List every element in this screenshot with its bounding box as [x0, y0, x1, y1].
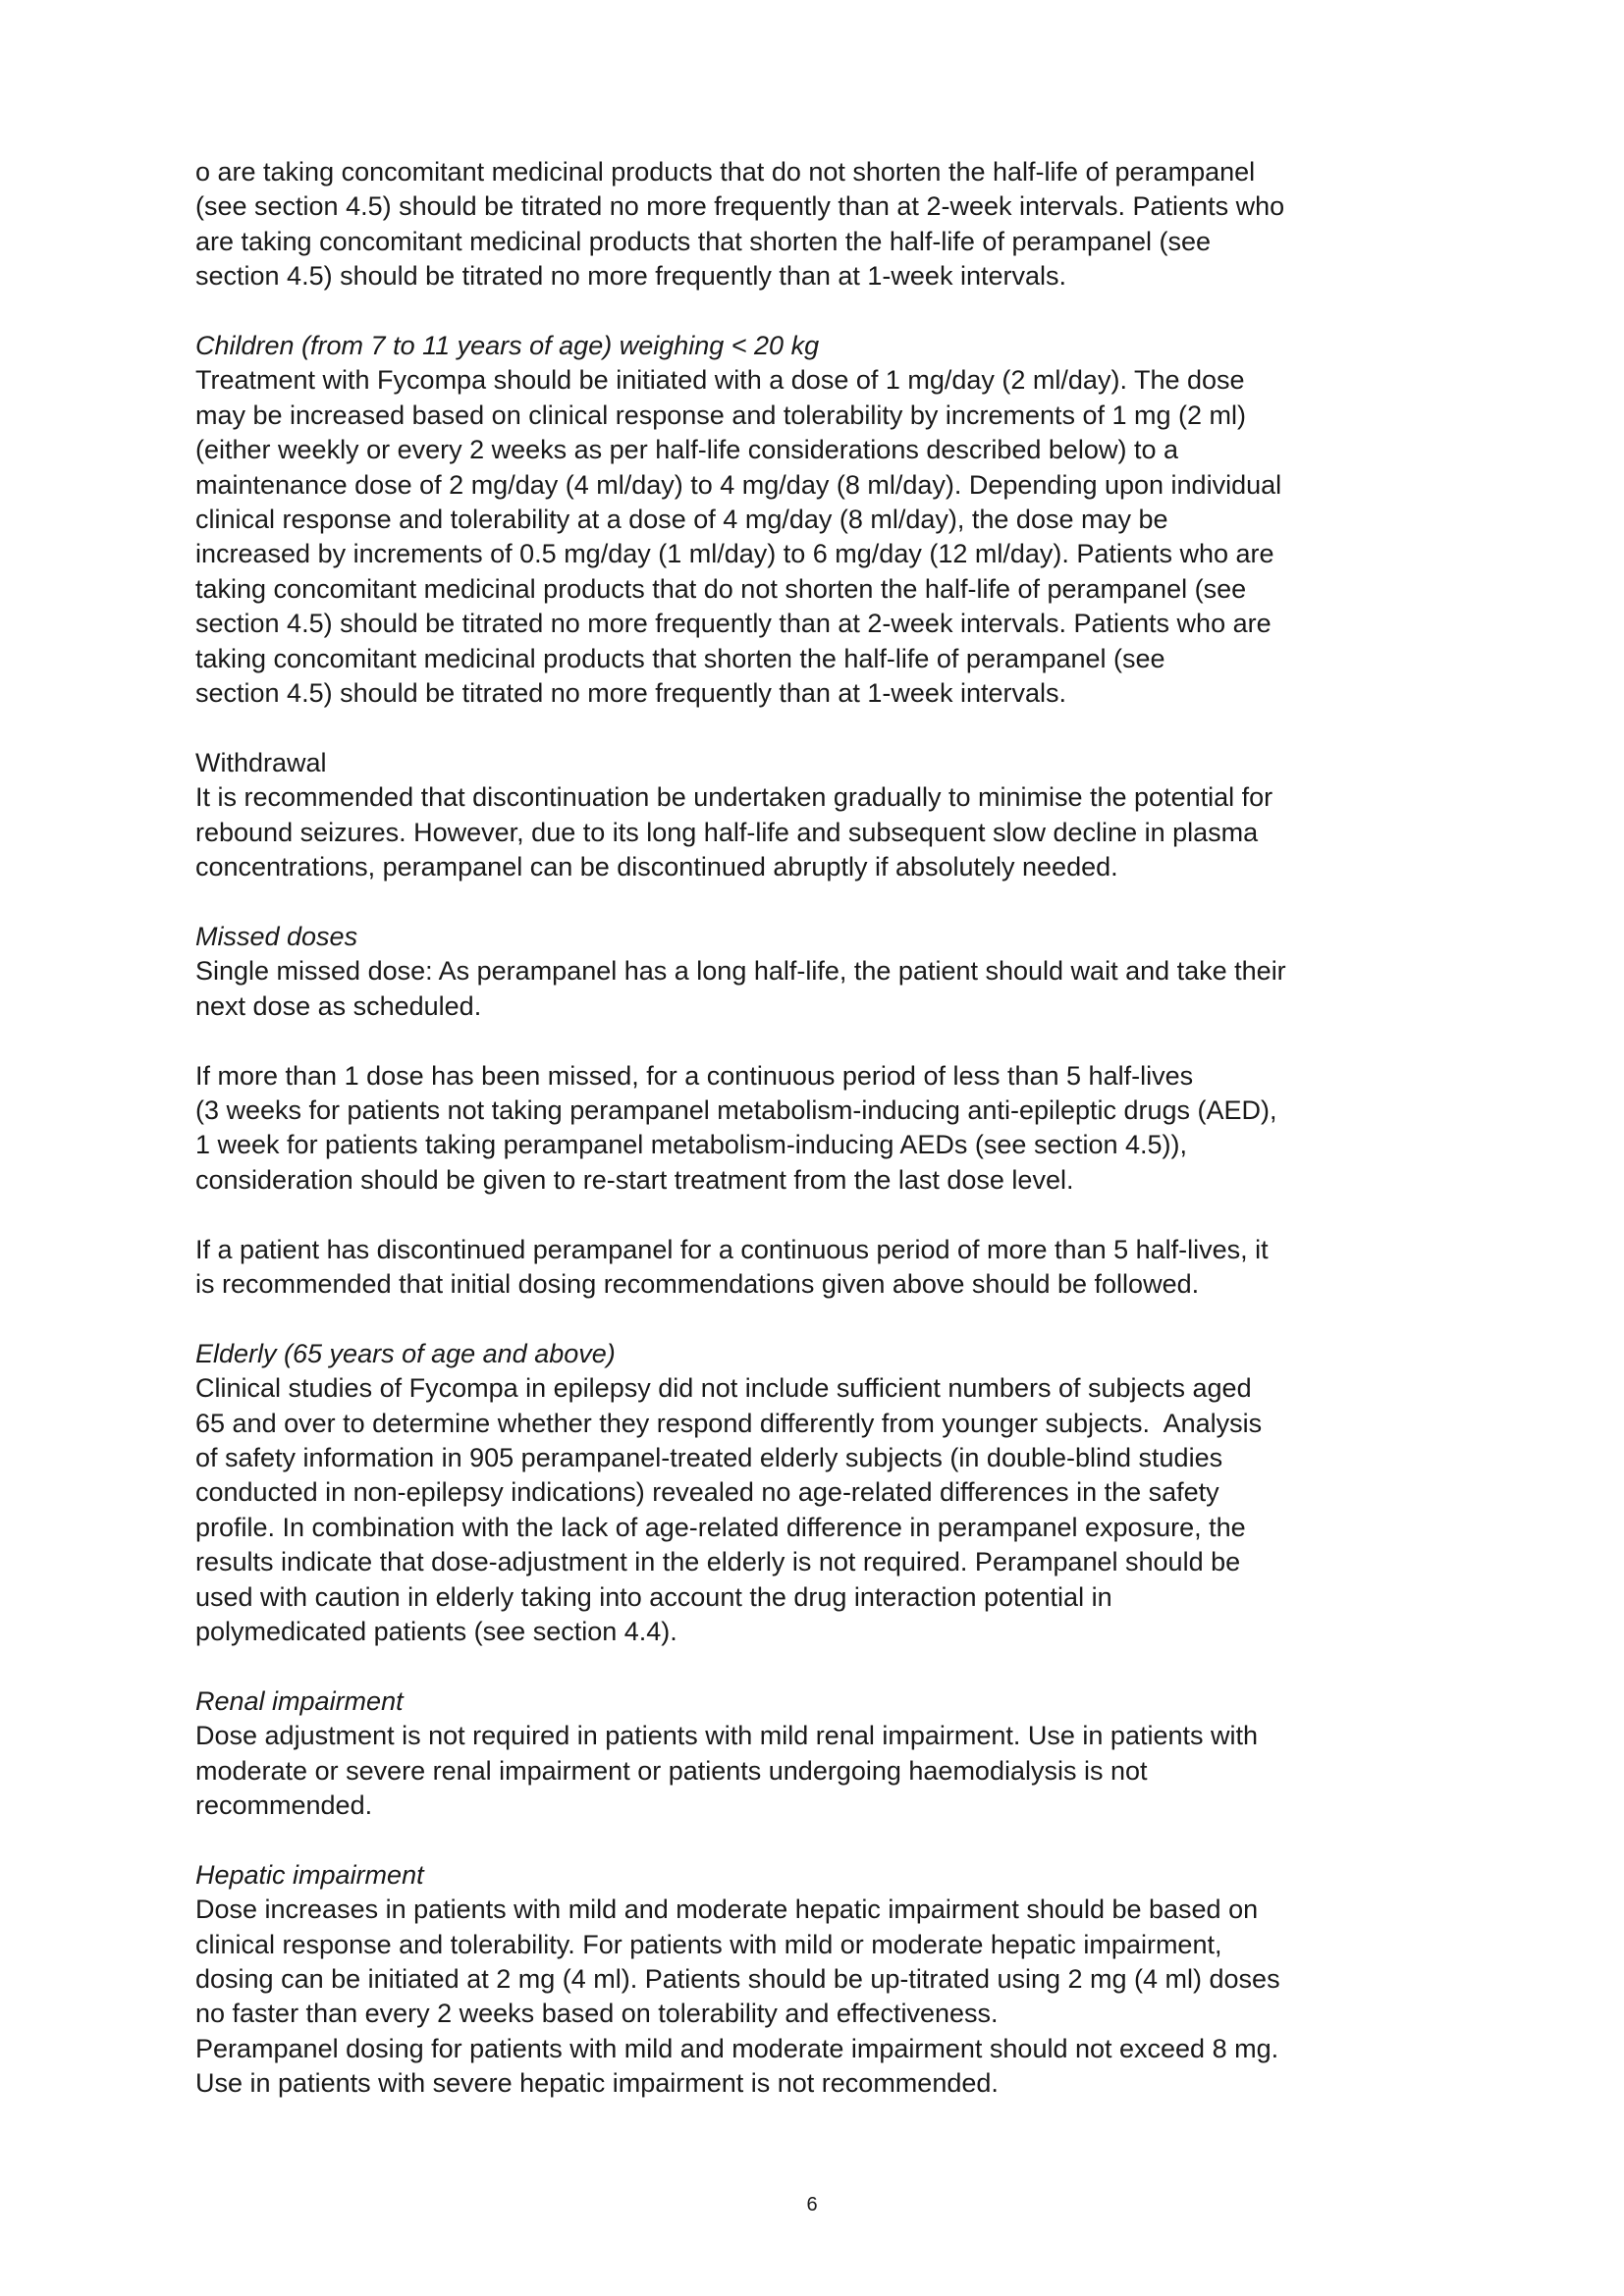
section-block [195, 920, 1462, 1024]
text-line: Clinical studies of Fycompa in epilepsy did not include sufficient numbers of subjects aged [195, 1373, 1252, 1404]
document-body [195, 155, 1462, 2136]
text-line: Single missed dose: As perampanel has a long half-life, the patient should wait and take their [195, 956, 1286, 987]
text-line: recommended. [195, 1789, 373, 1820]
text-line: (3 weeks for patients not taking perampanel metabolism-inducing anti-epileptic drugs (AED), [195, 1095, 1277, 1125]
section-block [195, 1233, 1462, 1303]
section-block [195, 746, 1462, 885]
section-block [195, 1337, 1462, 1650]
text-line: polymedicated patients (see section 4.4). [195, 1616, 677, 1646]
text-line: profile. In combination with the lack of age-related difference in perampanel exposure, the [195, 1512, 1246, 1542]
text-line: Use in patients with severe hepatic impairment is not recommended. [195, 2068, 999, 2099]
text-line: (either weekly or every 2 weeks as per half-life considerations described below) to a [195, 435, 1178, 465]
section-heading: Renal impairment [195, 1685, 404, 1716]
section-heading: Withdrawal [195, 747, 327, 777]
text-line: section 4.5) should be titrated no more frequently than at 1-week intervals. [195, 678, 1066, 709]
text-line: next dose as scheduled. [195, 990, 482, 1021]
text-line: If a patient has discontinued perampanel for a continuous period of more than 5 half-lives, it [195, 1234, 1269, 1264]
text-line: conducted in non-epilepsy indications) revealed no age-related differences in the safety [195, 1477, 1219, 1508]
text-line: Perampanel dosing for patients with mild and moderate impairment should not exceed 8 mg. [195, 2033, 1279, 2063]
text-line: section 4.5) should be titrated no more frequently than at 2-week intervals. Patients who are [195, 609, 1272, 639]
text-line: concentrations, perampanel can be discontinued abruptly if absolutely needed. [195, 852, 1118, 882]
text-line: no faster than every 2 weeks based on tolerability and effectiveness. [195, 1999, 999, 2029]
text-line: If more than 1 dose has been missed, for a continuous period of less than 5 half-lives [195, 1060, 1194, 1091]
section-heading: Elderly (65 years of age and above) [195, 1338, 616, 1368]
text-line: It is recommended that discontinuation be undertaken gradually to minimise the potential for [195, 782, 1273, 813]
text-line: maintenance dose of 2 mg/day (4 ml/day) to 4 mg/day (8 ml/day). Depending upon individual [195, 469, 1282, 500]
text-line: (see section 4.5) should be titrated no more frequently than at 2-week intervals. Patients who [195, 191, 1285, 222]
text-line: o are taking concomitant medicinal products that do not shorten the half-life of perampanel [195, 157, 1256, 187]
text-line: rebound seizures. However, due to its long half-life and subsequent slow decline in plasma [195, 817, 1259, 847]
text-line: taking concomitant medicinal products that shorten the half-life of perampanel (see [195, 643, 1165, 673]
text-line: 65 and over to determine whether they respond differently from younger subjects. Analysis [195, 1408, 1263, 1438]
text-line: is recommended that initial dosing recommendations given above should be followed. [195, 1268, 1200, 1299]
text-line: Dose adjustment is not required in patients with mild renal impairment. Use in patients with [195, 1721, 1259, 1751]
text-line: may be increased based on clinical response and tolerability by increments of 1 mg (2 ml) [195, 400, 1247, 430]
text-line: section 4.5) should be titrated no more frequently than at 1-week intervals. [195, 261, 1066, 292]
text-line: Treatment with Fycompa should be initiated with a dose of 1 mg/day (2 ml/day). The dose [195, 365, 1245, 396]
section-block [195, 155, 1462, 294]
section-block [195, 1858, 1462, 2102]
section-heading: Hepatic impairment [195, 1859, 424, 1890]
section-block [195, 329, 1462, 711]
section-block [195, 1059, 1462, 1199]
text-line: of safety information in 905 perampanel-treated elderly subjects (in double-blind studies [195, 1442, 1223, 1472]
text-line: 1 week for patients taking perampanel metabolism-inducing AEDs (see section 4.5)), [195, 1130, 1188, 1160]
text-line: Dose increases in patients with mild and moderate hepatic impairment should be based on [195, 1895, 1259, 1925]
section-block [195, 1684, 1462, 1824]
text-line: dosing can be initiated at 2 mg (4 ml). Patients should be up-titrated using 2 mg (4 ml) doses [195, 1964, 1280, 1994]
text-line: results indicate that dose-adjustment in the elderly is not required. Perampanel should be [195, 1547, 1241, 1577]
text-line: used with caution in elderly taking into account the drug interaction potential in [195, 1581, 1112, 1612]
text-line: are taking concomitant medicinal products that shorten the half-life of perampanel (see [195, 226, 1212, 256]
section-heading: Missed doses [195, 921, 358, 951]
text-line: increased by increments of 0.5 mg/day (1 ml/day) to 6 mg/day (12 ml/day). Patients who are [195, 539, 1274, 569]
page-number: 6 [806, 2194, 818, 2216]
text-line: clinical response and tolerability at a dose of 4 mg/day (8 ml/day), the dose may be [195, 505, 1168, 535]
section-heading: Children (from 7 to 11 years of age) weighing < 20 kg [195, 331, 820, 361]
text-line: moderate or severe renal impairment or patients undergoing haemodialysis is not [195, 1755, 1148, 1786]
text-line: clinical response and tolerability. For patients with mild or moderate hepatic impairment, [195, 1929, 1222, 1959]
text-line: consideration should be given to re-start treatment from the last dose level. [195, 1164, 1074, 1195]
text-line: taking concomitant medicinal products that do not shorten the half-life of perampanel (see [195, 573, 1247, 604]
